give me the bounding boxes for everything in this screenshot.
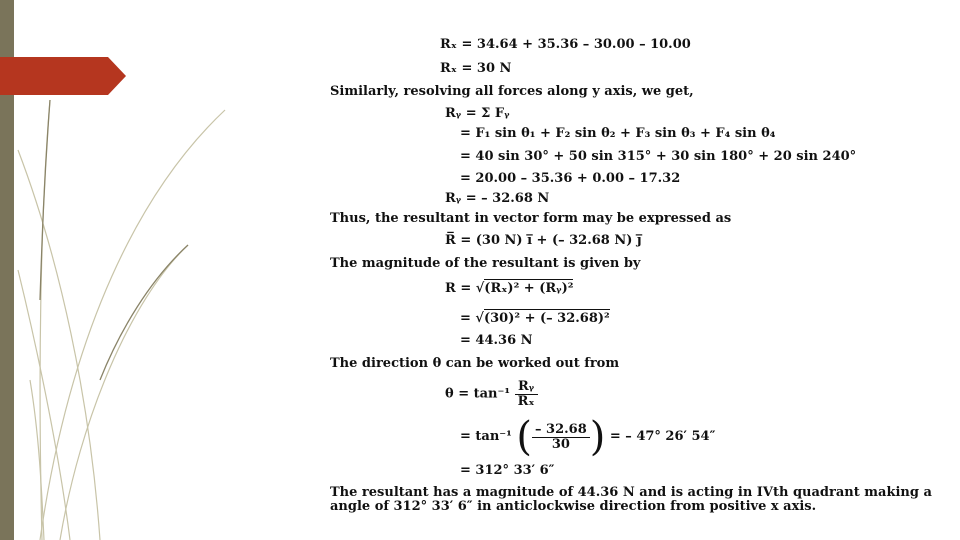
theta-final-line: = 312° 33′ 6″	[460, 463, 555, 478]
theta-fraction-numerator: Rᵧ	[515, 380, 538, 395]
rx-sum-line: Rₓ = 34.64 + 35.36 – 30.00 – 10.00	[440, 37, 691, 52]
direction-intro-text: The direction θ can be worked out from	[330, 356, 620, 371]
ry-sigma-line: Rᵧ = Σ Fᵧ	[445, 106, 510, 121]
magnitude-intro-text: The magnitude of the resultant is given by	[330, 256, 641, 271]
conclusion-line-1: The resultant has a magnitude of 44.36 N and is acting in IVth quadrant making a	[330, 485, 932, 500]
ry-numbers-line: = 20.00 – 35.36 + 0.00 – 17.32	[460, 171, 681, 186]
magnitude-result: = 44.36 N	[460, 333, 533, 348]
right-paren: )	[589, 414, 606, 460]
tan-result: = – 47° 26′ 54″	[609, 429, 716, 444]
tan-formula	[460, 414, 716, 460]
tan-formula-label: = tan⁻¹	[460, 429, 512, 444]
magnitude-formula	[445, 281, 573, 297]
rx-result-line: Rₓ = 30 N	[440, 61, 512, 76]
magnitude-formula-radicand: (Rₓ)² + (Rᵧ)²	[484, 281, 574, 296]
similarly-text: Similarly, resolving all forces along y axis, we get,	[330, 84, 694, 99]
theta-fraction-denominator: Rₓ	[517, 394, 535, 409]
tan-fraction-numerator: – 32.68	[532, 423, 590, 438]
decorative-curves	[0, 0, 260, 540]
tan-fraction	[532, 423, 590, 452]
vector-form-line: R̅ = (30 N) i̅ + (– 32.68 N) j̅	[445, 233, 642, 248]
magnitude-formula-label: R = √	[445, 281, 485, 296]
conclusion-line-2: angle of 312° 33′ 6″ in anticlockwise direction from positive x axis.	[330, 499, 817, 514]
magnitude-numeric-label: = √	[460, 311, 484, 326]
ry-values-line: = 40 sin 30° + 50 sin 315° + 30 sin 180° + 20 sin 240°	[460, 149, 857, 164]
thus-text: Thus, the resultant in vector form may be expressed as	[330, 211, 732, 226]
theta-formula-label: θ = tan⁻¹	[445, 386, 511, 402]
magnitude-numeric	[460, 311, 610, 327]
magnitude-numeric-radicand: (30)² + (– 32.68)²	[483, 311, 610, 326]
theta-formula	[445, 380, 538, 409]
ry-result-line: Rᵧ = – 32.68 N	[445, 191, 550, 206]
tan-fraction-denominator: 30	[551, 436, 570, 452]
left-paren: (	[516, 414, 532, 460]
theta-fraction	[515, 380, 538, 409]
ry-expand-line: = F₁ sin θ₁ + F₂ sin θ₂ + F₃ sin θ₃ + F₄ sin θ₄	[460, 126, 776, 141]
